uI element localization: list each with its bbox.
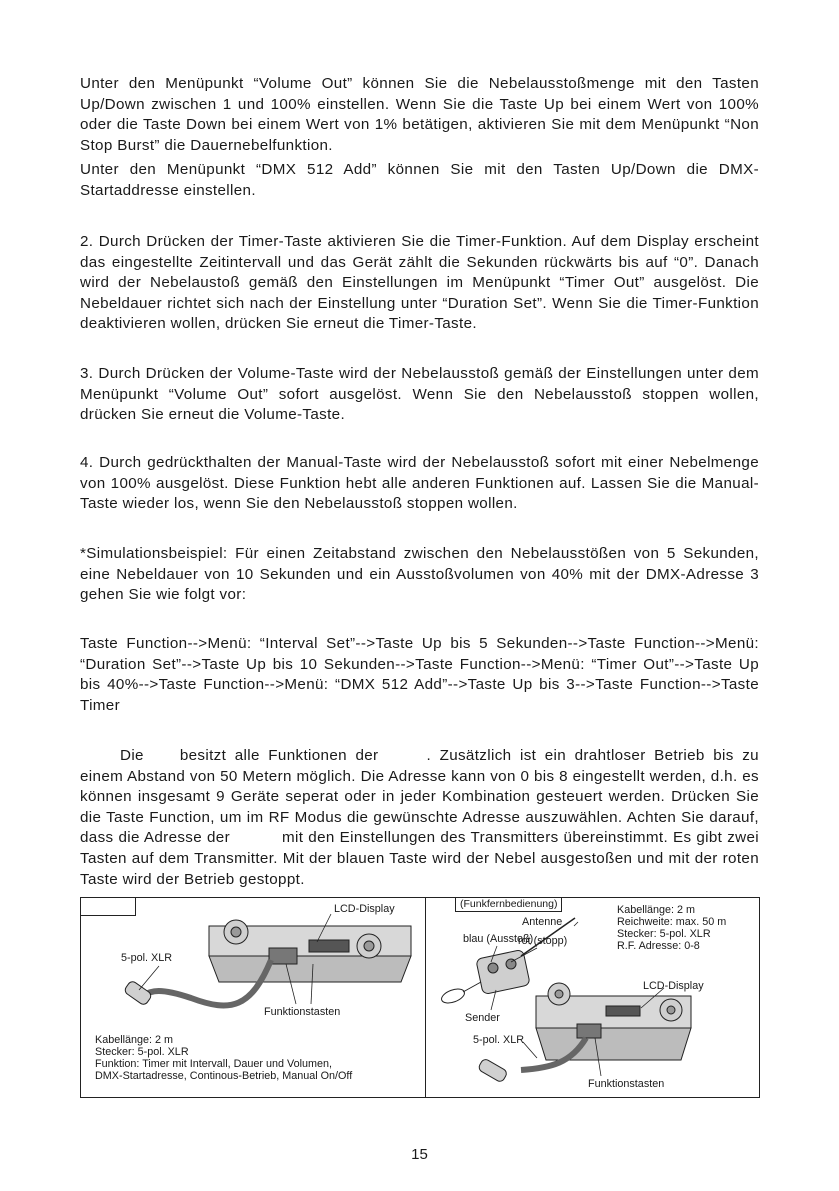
model-tag-box: [81, 898, 136, 916]
text-volume-out: Unter den Menüpunkt “Volume Out” können Sie die Nebelausstoßmenge mit den Tasten Up/Down zwischen 1 und 100% einstellen. Wenn Sie die Taste Up bei einem Wert von 100% oder die Taste Down bei einem Wert von 1% betätigen, aktivieren Sie mit dem Menüpunkt “Non Stop Burst” die Dauernebelfunktion.: [80, 75, 759, 154]
paragraph-volume-out: [80, 74, 759, 202]
xlr-connector-right: [477, 1058, 508, 1083]
spec-left-2: Stecker: 5-pol. XLR: [95, 1046, 189, 1058]
product-figure: [80, 897, 760, 1098]
spec-right-2: Reichweite: max. 50 m: [617, 916, 727, 928]
paragraph-manual-key: [80, 453, 759, 515]
red-key-label: rot (stopp): [518, 935, 568, 947]
paragraph-volume-key: [80, 364, 759, 426]
remote-tag: (Funkfernbedienung): [455, 898, 562, 912]
spec-left-1: Kabellänge: 2 m: [95, 1034, 174, 1046]
antenna-label: Antenne: [522, 916, 563, 928]
text-volume-key: 3. Durch Drücken der Volume-Taste wird der Nebelausstoß gemäß der Einstellungen unter dem Menüpunkt “Volume Out” sofort ausgelöst. Wenn Sie den Nebelausstoß stoppen wollen, drücken Sie erneut die Volume-Taste.: [80, 365, 759, 424]
xlr-label-left: 5-pol. XLR: [121, 952, 173, 964]
xlr-label-right: 5-pol. XLR: [473, 1034, 525, 1046]
paragraph-simulation: [80, 544, 759, 606]
text-timer: 2. Durch Drücken der Timer-Taste aktivieren Sie die Timer-Funktion. Auf dem Display erscheint das eingestellte Zeitintervall und das Gerät zählt die Sekunden rückwärts bis auf “0”. Danach wird der Nebelaustoß gemäß den Einstellungen im Menüpunkt “Timer Out” ausgelöst. Die Nebeldauer richtet sich nach der Einstellung unter “Duration Set”. Wenn Sie die Timer-Funktion deaktivieren wollen, drücken Sie erneut die Timer-Taste.: [80, 233, 759, 333]
xlr-connector-left: [123, 980, 152, 1006]
keys-label-left: Funktionstasten: [264, 1006, 341, 1018]
spec-right-1: Kabellänge: 2 m: [617, 904, 696, 916]
spec-right-4: R.F. Adresse: 0-8: [617, 940, 700, 952]
text-dmx-add: Unter den Menüpunkt “DMX 512 Add” können Sie mit den Tasten Up/Down die DMX-Startaddresse einstellen.: [80, 161, 759, 199]
paragraph-wireless: [80, 746, 759, 890]
text-key-sequence: Taste Function-->Menü: “Interval Set”-->Taste Up bis 5 Sekunden-->Taste Function-->Menü: “Duration Set”-->Taste Up bis 10 Sekunden-->Taste Function-->Menü: “Timer Out”-->Taste Up bis 40%-->Taste Function-->Menü: “DMX 512 Add”-->Taste Up bis 3-->Taste Function-->Taste Timer: [80, 635, 759, 714]
lcd-label-left: LCD-Display: [334, 903, 395, 915]
spec-right-3: Stecker: 5-pol. XLR: [617, 928, 711, 940]
paragraph-key-sequence: [80, 634, 759, 716]
blue-key-label: blau (Ausstoß): [463, 933, 534, 945]
figure-divider: [425, 898, 426, 1097]
spec-left-4: DMX-Startadresse, Continous-Betrieb, Manual On/Off: [95, 1070, 353, 1082]
keys-label-right: Funktionstasten: [588, 1078, 665, 1090]
text-manual-key: 4. Durch gedrückthalten der Manual-Taste wird der Nebelausstoß sofort mit einer Nebelmenge von 100% ausgelöst. Diese Funktion hebt alle anderen Funktionen auf. Lassen Sie die Manual-Taste wieder los, wenn Sie den Nebelausstoß stoppen wollen.: [80, 454, 759, 513]
text-wireless: Die besitzt alle Funktionen der . Zusätzlich ist ein drahtloser Betrieb bis zu einem Abstand von 50 Metern möglich. Die Adresse kann von 0 bis 8 eingestellt werden, d.h. es können insgesamt 9 Geräte seperat oder in jeder Kombination gesteuert werden. Drücken Sie die Taste Function, um im RF Modus die gewünschte Adresse auszuwählen. Achten Sie darauf, dass die Adresse der mit den Einstellungen des Transmitters übereinstimmt. Es gibt zwei Tasten auf dem Transmitter. Mit der blauen Taste wird der Nebel ausgestoßen und mit der roten Taste wird der Betrieb gestoppt.: [80, 747, 759, 888]
lcd-label-right: LCD-Display: [643, 980, 704, 992]
paragraph-timer: [80, 232, 759, 335]
text-simulation: *Simulationsbeispiel: Für einen Zeitabstand zwischen den Nebelausstößen von 5 Sekunden, eine Nebeldauer von 10 Sekunden und ein Ausstoßvolumen von 40% mit der DMX-Adresse 3 gehen Sie wie folgt vor:: [80, 545, 759, 604]
sender-label: Sender: [465, 1012, 500, 1024]
receiver-illustration: [536, 983, 691, 1060]
spec-left-3: Funktion: Timer mit Intervall, Dauer und Volumen,: [95, 1058, 333, 1070]
page-number: 15: [411, 1146, 428, 1163]
controller-illustration: [209, 920, 411, 982]
